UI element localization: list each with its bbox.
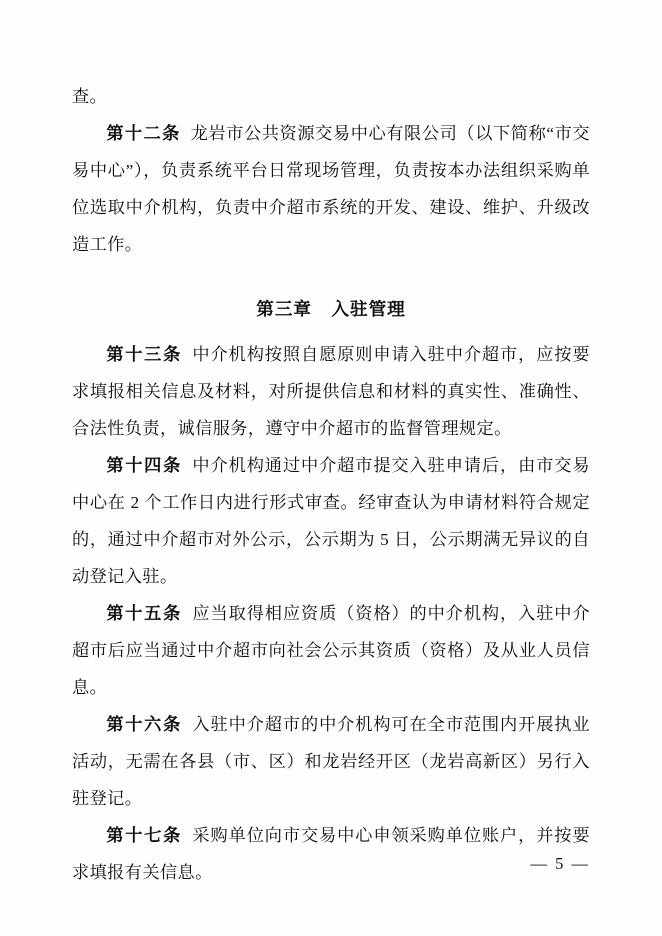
document-body [72, 78, 590, 891]
article-label-13: 第十三条 [106, 345, 182, 364]
article-paragraph-13 [72, 336, 590, 447]
article-text-16: 入驻中介超市的中介机构可在全市范围内开展执业活动，无需在各县（市、区）和龙岩经开区（龙岩高新区）另行入驻登记。 [72, 715, 590, 808]
article-paragraph-16 [72, 706, 590, 817]
article-text-17: 采购单位向市交易中心申领采购单位账户，并按要求填报有关信息。 [72, 826, 590, 882]
article-text-15: 应当取得相应资质（资格）的中介机构，入驻中介超市后应当通过中介超市向社会公示其资质（资格）及从业人员信息。 [72, 604, 590, 697]
paragraph-text: 查。 [72, 87, 108, 106]
chapter-name: 入驻管理 [331, 299, 406, 319]
article-label-15: 第十五条 [106, 604, 182, 623]
article-text-14: 中介机构通过中介超市提交入驻申请后，由市交易中心在 2 个工作日内进行形式审查。经审查认为申请材料符合规定的，通过中介超市对外公示，公示期为 5 日，公示期满无异议的自动登记入驻。 [72, 456, 590, 586]
chapter-number: 第三章 [256, 299, 313, 319]
article-paragraph-15 [72, 595, 590, 706]
article-label-16: 第十六条 [106, 715, 182, 734]
article-label-14: 第十四条 [106, 456, 182, 475]
article-text-12: 龙岩市公共资源交易中心有限公司（以下简称“市交易中心”），负责系统平台日常现场管理，负责按本办法组织采购单位选取中介机构，负责中介超市系统的开发、建设、维护、升级改造工作。 [72, 124, 590, 254]
chapter-heading [72, 291, 590, 328]
article-label-12: 第十二条 [106, 124, 181, 143]
article-text-13: 中介机构按照自愿原则申请入驻中介超市，应按要求填报相关信息及材料，对所提供信息和材料的真实性、准确性、合法性负责，诚信服务，遵守中介超市的监督管理规定。 [72, 345, 590, 438]
article-paragraph-14 [72, 447, 590, 595]
page-number: — 5 — [530, 854, 590, 873]
paragraph-continuation [72, 78, 590, 115]
article-label-17: 第十七条 [106, 826, 182, 845]
article-paragraph-12 [72, 115, 590, 263]
